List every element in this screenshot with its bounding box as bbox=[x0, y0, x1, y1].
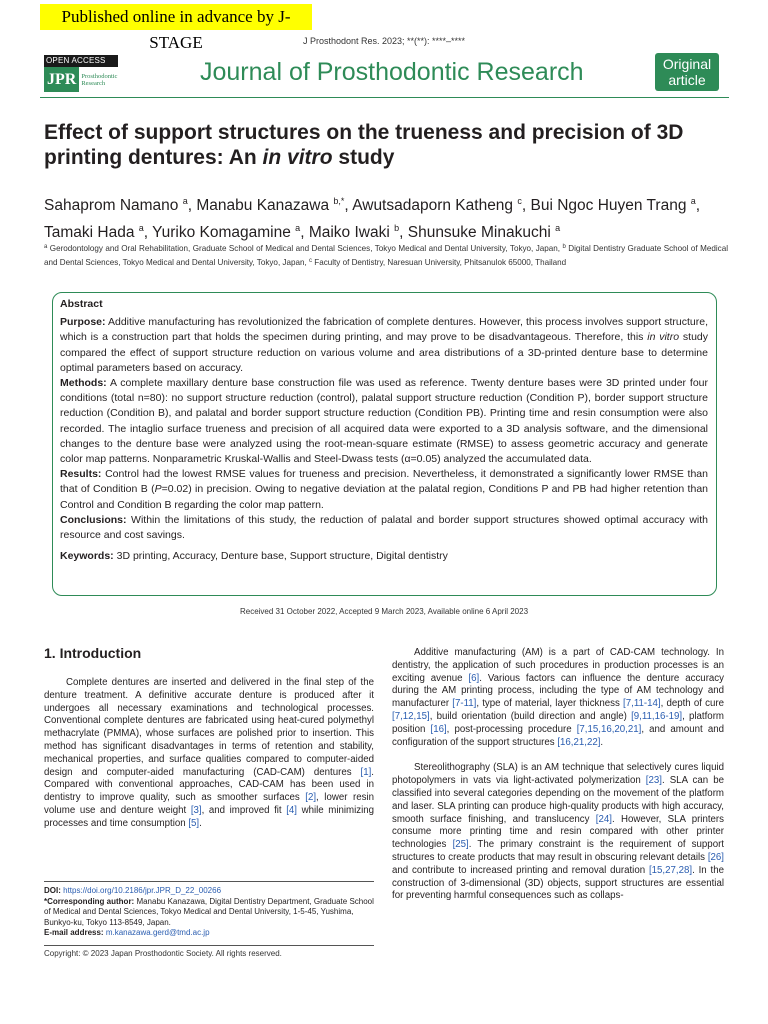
citation-link[interactable]: [25] bbox=[452, 839, 469, 851]
author-name: Bui Ngoc Huyen Trang bbox=[530, 197, 687, 214]
citation-link[interactable]: [7,11-14] bbox=[623, 698, 661, 710]
abstract-methods: Methods: A complete maxillary denture base construction file was used as reference. Twenty denture bases were 3D printed under four conditions (total n=80): no support structure reduction (control), palatal support structure reduction (Condition P), border support structure reduction (Condition B), and palatal and border support structure reduction (Condition PB). Printing time and resin consumption were also recorded. The intaglio surface trueness and precision of all acquired data were exported to a 3D analysis software, and the dimensional changes to the denture base were analyzed using the root-mean-square estimate (RMSE) to assess geometric accuracy and generate color map patterns. Nonparametric Kruskal-Wallis and Steel-Dwass tests (α=0.05) analyzed the accumulated data. bbox=[60, 377, 708, 466]
body-text: . bbox=[600, 736, 604, 748]
author-list: Sahaprom Namano $^a$, Manabu Kanazawa $^{b,*}$, Awutsadaporn Katheng $^c$, Bui Ngoc Huyen Trang $^a$, Tamaki Hada $^a$, Yuriko Komagamine $^a$, Maiko Iwaki $^b$, Shunsuke Minakuchi $^a$ bbox=[44, 196, 701, 241]
affiliation-text: Gerodontology and Oral Rehabilitation, Graduate School of Medical and Dental Sciences, Tokyo Medical and Dental University, Tokyo, Japan, bbox=[47, 244, 563, 253]
author-affiliation-mark: c bbox=[517, 196, 522, 206]
author-name: Yuriko Komagamine bbox=[152, 224, 291, 241]
journal-title: Journal of Prosthodontic Research bbox=[200, 58, 584, 86]
body-text: , and improved fit bbox=[201, 804, 287, 816]
abstract-heading: Abstract bbox=[60, 298, 103, 310]
body-text: Stereolithography (SLA) is an AM technique that selectively cures liquid photopolymers in vats via light-activated polymerization bbox=[392, 762, 724, 787]
jpr-logo-letters: JPR bbox=[44, 67, 79, 92]
footnote-divider bbox=[44, 881, 374, 882]
body-text: Additive manufacturing (AM) is a part of CAD-CAM technology. In dentistry, the application of such procedures in production processes is an exciting avenue bbox=[392, 647, 724, 684]
author-name: Tamaki Hada bbox=[44, 224, 135, 241]
received-dates: Received 31 October 2022, Accepted 9 March 2023, Available online 6 April 2023 bbox=[239, 607, 529, 616]
affiliation-mark: c bbox=[309, 258, 312, 264]
author-name: Awutsadaporn Katheng bbox=[352, 197, 514, 214]
author-affiliation-mark: a bbox=[295, 223, 301, 233]
author-name: Sahaprom Namano bbox=[44, 197, 179, 214]
citation-link[interactable]: [3] bbox=[190, 804, 202, 816]
citation-link[interactable]: [9,11,16-19] bbox=[631, 710, 683, 722]
citation-link[interactable]: [16] bbox=[430, 723, 447, 735]
author-affiliation-mark: a bbox=[138, 223, 144, 233]
citation-link[interactable]: [15,27,28] bbox=[648, 864, 693, 876]
intro-paragraph bbox=[392, 762, 724, 903]
abstract-text bbox=[60, 297, 708, 564]
body-text: . bbox=[199, 817, 202, 829]
copyright-divider bbox=[44, 945, 374, 946]
author-affiliation-mark: a bbox=[555, 223, 561, 233]
body-text: , platform position bbox=[392, 710, 724, 735]
citation-link[interactable]: [24] bbox=[595, 813, 612, 825]
affiliation-text: Digital Dentistry Graduate School of Medical and Dental Sciences, Tokyo Medical and Dental University, Tokyo, Japan, bbox=[44, 244, 728, 267]
section-heading-introduction: 1. Introduction bbox=[44, 645, 142, 661]
body-text: . Compared with conventional approaches, CAD-CAM has been used in dentistry to improve quality, such as smoother surfaces bbox=[44, 766, 374, 804]
citation-link[interactable]: [7,15,16,20,21] bbox=[576, 723, 642, 735]
body-text: . The primary constraint is the requirement of support structures to create products that may result in obscuring relevant details bbox=[392, 839, 724, 863]
open-access-label: OPEN ACCESS bbox=[44, 55, 118, 67]
body-text: , depth of cure bbox=[660, 698, 724, 710]
doi-link[interactable]: https://doi.org/10.2186/jpr.JPR_D_22_00266 bbox=[63, 886, 222, 895]
abstract-purpose: Purpose: Additive manufacturing has revolutionized the fabrication of complete dentures. However, this process involves support structure, which is a construction part that holds the specimen during printing, and may prove to be disadvantageous. Therefore, this in vitro study compared the effect of support structure reduction on various volume and area distributions of a 3D-printed denture base to determine optimal parameters based on accuracy. bbox=[60, 316, 708, 374]
header-divider bbox=[40, 97, 729, 98]
body-text: . SLA can be classified into several categories depending on the movement of the platform and laser. SLA printing can produce high-quality products with high accuracy, smooth surface finishing, and translucency bbox=[392, 775, 724, 825]
author-affiliation-mark: a bbox=[690, 196, 696, 206]
intro-right-column bbox=[392, 647, 724, 903]
citation-link[interactable]: [26] bbox=[707, 851, 724, 863]
affiliation-mark: a bbox=[44, 244, 48, 250]
citation-link[interactable]: [23] bbox=[645, 775, 662, 787]
copyright: Copyright: © 2023 Japan Prosthodontic Society. All rights reserved. bbox=[44, 949, 282, 958]
body-text: , type of material, layer thickness bbox=[476, 698, 624, 710]
paper-title: Effect of support structures on the trueness and precision of 3D printing dentures: An in vitro study bbox=[44, 121, 684, 169]
intro-paragraph bbox=[392, 647, 724, 749]
intro-left-column bbox=[44, 677, 374, 831]
author-affiliation-mark: b bbox=[394, 223, 400, 233]
intro-paragraph bbox=[44, 677, 374, 831]
citation-link[interactable]: [6] bbox=[468, 672, 480, 684]
abstract-results: Results: Control had the lowest RMSE values for trueness and precision. Nevertheless, it demonstrated a significantly lower RMSE than that of Condition B (P=0.02) in precision. Owing to negative deviation at the palatal region, Conditions P and PB had higher retention than Control and Condition B regarding the color map pattern. bbox=[60, 468, 708, 511]
citation-link[interactable]: [5] bbox=[188, 817, 200, 829]
affiliation-text: Faculty of Dentistry, Naresuan University, Phitsanulok 65000, Thailand bbox=[312, 258, 567, 267]
author-name: Manabu Kanazawa bbox=[196, 197, 330, 214]
citation-link[interactable]: [1] bbox=[360, 766, 372, 778]
author-affiliation-mark: a bbox=[182, 196, 188, 206]
body-text: Complete dentures are inserted and delivered in the final step of the denture treatment. A definitive accurate denture is produced after it undergoes all necessary examinations and technological processes. Conventional complete dentures are fabricated using heat-cured polymethyl methacrylate (PMMA), whose surfaces are polished prior to insertion. This method has significant disadvantages in terms of retention and stability, mechanical properties, and surface qualities compared to computer-aided design and computer-aided manufacturing (CAD-CAM) dentures bbox=[44, 677, 374, 778]
body-text: , and amount and configuration of the support structures bbox=[392, 723, 724, 748]
footnotes: DOI: https://doi.org/10.2186/jpr.JPR_D_22_00266 *Corresponding author: Manabu Kanazawa, Digital Dentistry Department, Graduate School of Medical and Dental Sciences, Tokyo Medical and Dental University, 1-5-45, Yushima, Bunkyo-ku, Tokyo 113-8549, Japan. E-mail address: m.kanazawa.gerd@tmd.ac.jp bbox=[44, 886, 374, 938]
jpr-logo-subtitle: Prosthodontic Research bbox=[81, 72, 118, 87]
citation-line: J Prosthodont Res. 2023; **(**): ****–**** bbox=[302, 36, 466, 46]
body-text: . In the construction of 3-dimensional (3D) objects, support structures are essential for preventing harmful consequences such as collaps- bbox=[392, 864, 724, 902]
citation-link[interactable]: [7,12,15] bbox=[392, 710, 430, 722]
citation-link[interactable]: [2] bbox=[305, 792, 317, 804]
affiliation-mark: b bbox=[562, 244, 566, 250]
corresponding-author: *Corresponding author: Manabu Kanazawa, Digital Dentistry Department, Graduate School of Medical and Dental Sciences, Tokyo Medical and Dental University, 1-5-45, Yushima, Bunkyo-ku, Tokyo 113-8549, Japan. bbox=[44, 896, 374, 927]
article-type-badge: Original article bbox=[655, 53, 719, 91]
body-text: and contribute to increased printing and removal duration bbox=[392, 864, 649, 876]
affiliations bbox=[44, 241, 728, 269]
body-text: , build orientation (build direction and angle) bbox=[429, 710, 632, 722]
jstage-banner: Published online in advance by J-STAGE bbox=[40, 4, 312, 30]
citation-link[interactable]: [16,21,22] bbox=[557, 736, 601, 748]
body-text: . However, SLA printers consume more printing time and resin compared with other printer technologies bbox=[392, 813, 724, 851]
email-link[interactable]: m.kanazawa.gerd@tmd.ac.jp bbox=[105, 928, 210, 938]
citation-link[interactable]: [7-11] bbox=[452, 698, 477, 710]
abstract-conclusions: Conclusions: Within the limitations of this study, the reduction of palatal and border support structures showed optimal accuracy with resource and cost savings. bbox=[60, 513, 708, 542]
body-text: , post-processing procedure bbox=[446, 723, 577, 735]
author-name: Shunsuke Minakuchi bbox=[407, 224, 551, 241]
body-text: , lower resin volume use and denture weight bbox=[44, 792, 374, 816]
journal-logo[interactable] bbox=[44, 55, 118, 92]
citation-link[interactable]: [4] bbox=[286, 804, 297, 816]
body-text: . Various factors can influence the denture accuracy during the AM printing process, including the type of AM technology and manufacturer bbox=[392, 672, 724, 710]
body-text: while minimizing processes and time consumption bbox=[44, 804, 375, 829]
author-name: Maiko Iwaki bbox=[308, 224, 390, 241]
author-affiliation-mark: b,* bbox=[333, 196, 345, 206]
keywords: Keywords: 3D printing, Accuracy, Denture base, Support structure, Digital dentistry bbox=[60, 550, 448, 563]
